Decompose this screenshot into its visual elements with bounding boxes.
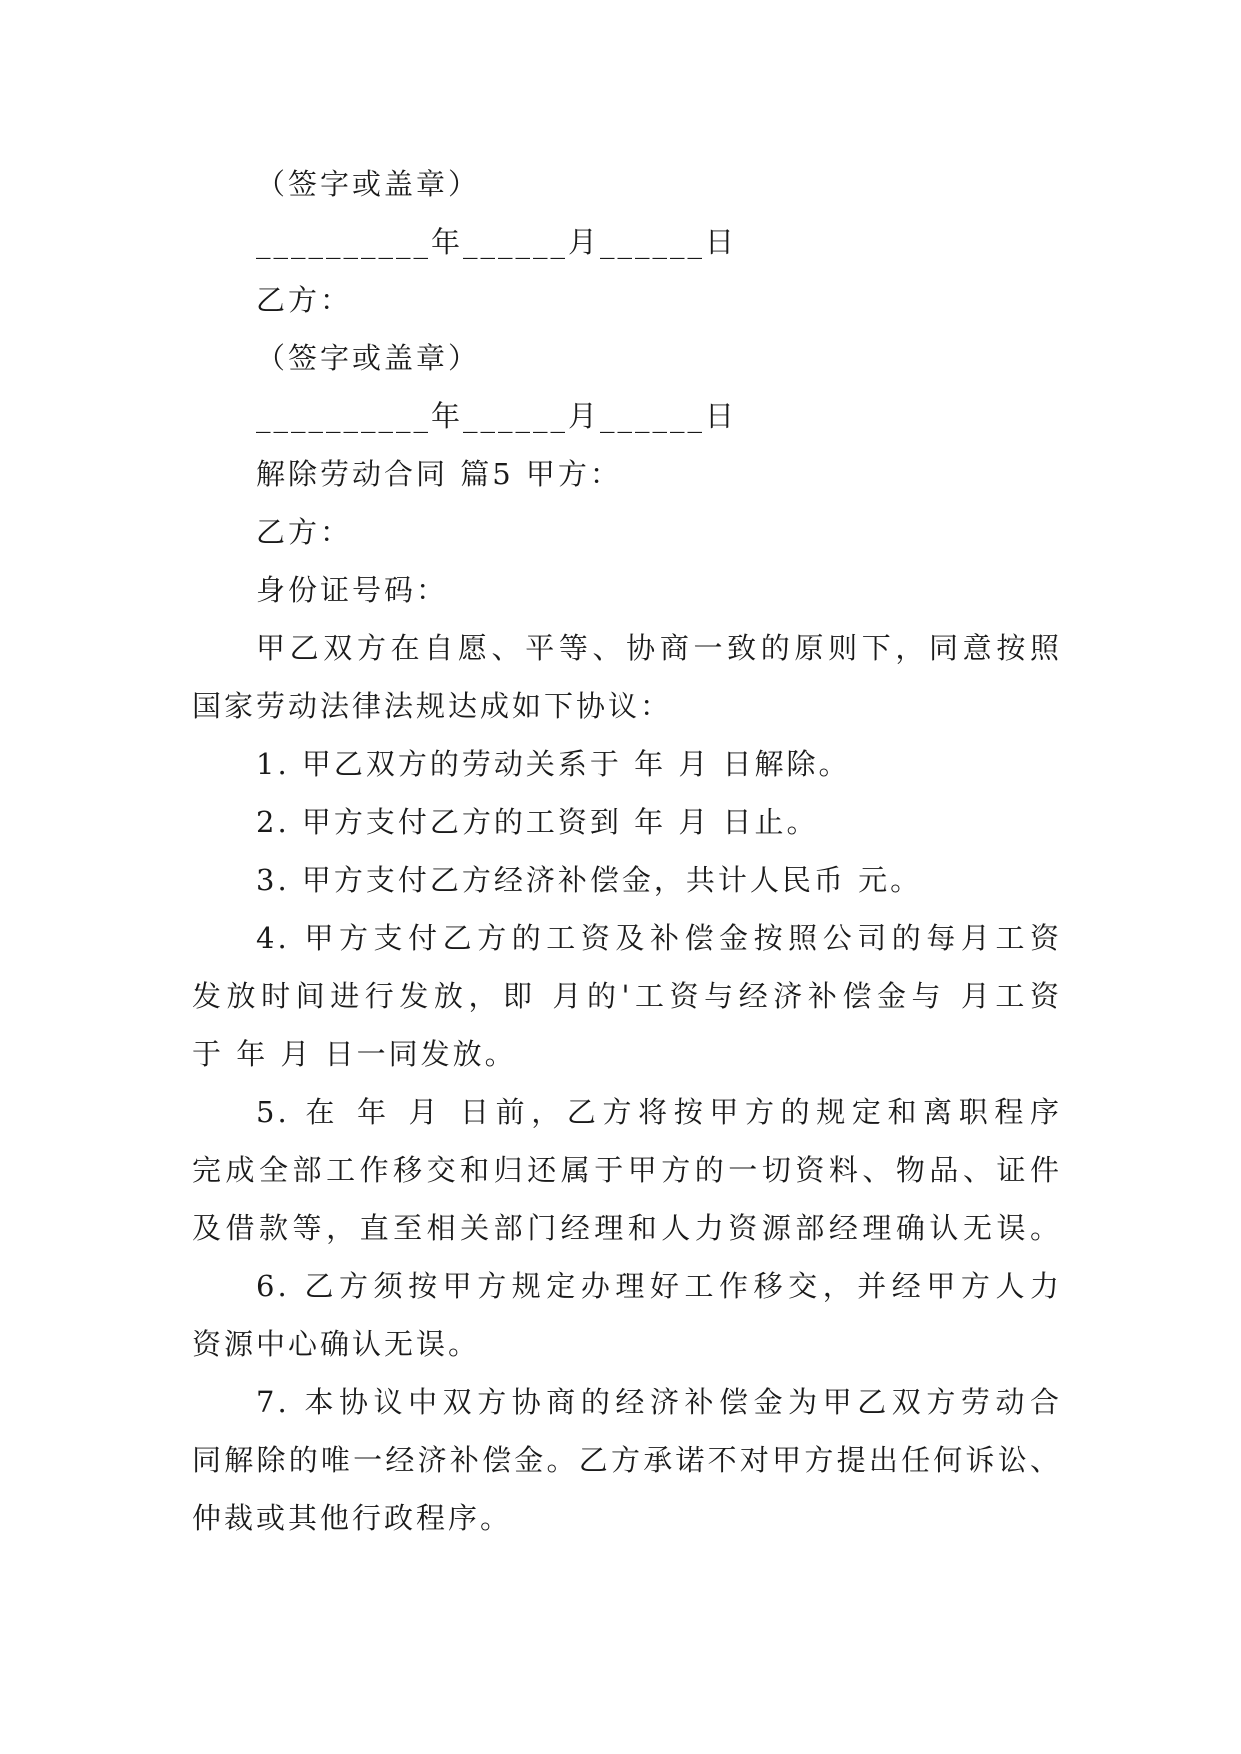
clause-1: 1. 甲乙双方的劳动关系于 年 月 日解除。 <box>256 747 851 781</box>
party-b-label-2: 乙方： <box>256 515 353 549</box>
clause-7-line-1: 7. 本协议中双方协商的经济补偿金为甲乙双方劳动合 <box>256 1385 1062 1419</box>
clause-3: 3. 甲方支付乙方经济补偿金，共计人民币 元。 <box>256 863 923 897</box>
clause-6-line-1: 6. 乙方须按甲方规定办理好工作移交，并经甲方人力 <box>256 1269 1062 1303</box>
intro-paragraph-line-1: 甲乙双方在自愿、平等、协商一致的原则下，同意按照 <box>256 631 1062 665</box>
intro-paragraph-line-2: 国家劳动法律法规达成如下协议： <box>192 689 673 723</box>
signature-note-party-a: （签字或盖章） <box>256 167 481 201</box>
clause-6-line-2: 资源中心确认无误。 <box>192 1327 481 1361</box>
clause-2: 2. 甲方支付乙方的工资到 年 月 日止。 <box>256 805 819 839</box>
clause-7-line-2: 同解除的唯一经济补偿金。乙方承诺不对甲方提出任何诉讼、 <box>192 1443 1062 1477</box>
id-number-label: 身份证号码： <box>256 573 449 607</box>
clause-7-line-3: 仲裁或其他行政程序。 <box>192 1501 513 1535</box>
clause-5-line-1: 5. 在 年 月 日前，乙方将按甲方的规定和离职程序 <box>256 1095 1062 1129</box>
signature-note-party-b: （签字或盖章） <box>256 341 481 375</box>
date-line-party-a: __________年______月______日 <box>256 225 738 259</box>
clause-4-line-2: 发放时间进行发放，即 月的'工资与经济补偿金与 月工资 <box>192 979 1062 1013</box>
section-title-party-a: 解除劳动合同 篇5 甲方： <box>256 457 622 491</box>
party-b-label: 乙方： <box>256 283 353 317</box>
clause-5-line-2: 完成全部工作移交和归还属于甲方的一切资料、物品、证件 <box>192 1153 1062 1187</box>
clause-4-line-1: 4. 甲方支付乙方的工资及补偿金按照公司的每月工资 <box>256 921 1062 955</box>
clause-5-line-3: 及借款等，直至相关部门经理和人力资源部经理确认无误。 <box>192 1211 1062 1245</box>
clause-4-line-3: 于 年 月 日一同发放。 <box>192 1037 517 1071</box>
date-line-party-b: __________年______月______日 <box>256 399 738 433</box>
